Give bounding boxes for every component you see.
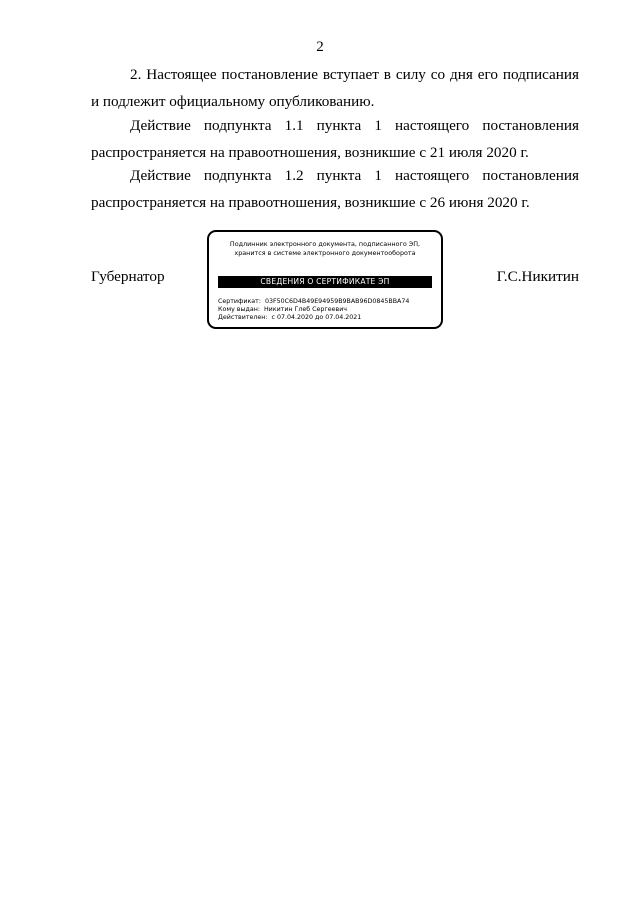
stamp-note: [209, 240, 441, 257]
stamp-issued-to-value: Никитин Глеб Сергеевич: [263, 306, 348, 314]
stamp-certificate-row: [218, 298, 435, 306]
stamp-validity-label: Действителен:: [218, 314, 268, 322]
paragraph-text: Действие подпункта 1.2 пункта 1 настоящего постановления распространяется на правоотношения, возникшие с 26 июня 2020 г.: [91, 167, 579, 211]
stamp-header: СВЕДЕНИЯ О СЕРТИФИКАТЕ ЭП: [218, 276, 432, 288]
stamp-details: [218, 298, 435, 323]
paragraph-text: Действие подпункта 1.1 пункта 1 настоящего постановления распространяется на правоотношения, возникшие с 21 июля 2020 г.: [91, 117, 579, 161]
paragraph-effective-date: [91, 62, 579, 115]
stamp-certificate-value: 03F50C6D4B49E94959B9BAB96D0845BBA74: [264, 298, 410, 305]
signer-role: Губернатор: [91, 268, 165, 285]
stamp-validity-row: [218, 314, 435, 322]
stamp-issued-to-label: Кому выдан:: [218, 306, 260, 314]
signer-name: Г.С.Никитин: [496, 268, 579, 285]
page-number: 2: [316, 39, 324, 55]
stamp-certificate-label: Сертификат:: [218, 298, 261, 305]
stamp-note-line: Подлинник электронного документа, подписанного ЭП,: [229, 240, 421, 248]
electronic-signature-stamp: [207, 230, 443, 329]
stamp-validity-value: с 07.04.2020 до 07.04.2021: [271, 314, 362, 322]
paragraph-subclause-1-1: [91, 113, 579, 166]
paragraph-subclause-1-2: [91, 163, 579, 216]
paragraph-text: 2. Настоящее постановление вступает в силу со дня его подписания и подлежит официальному опубликованию.: [91, 66, 579, 110]
stamp-note-line: хранится в системе электронного документооборота: [234, 248, 416, 257]
